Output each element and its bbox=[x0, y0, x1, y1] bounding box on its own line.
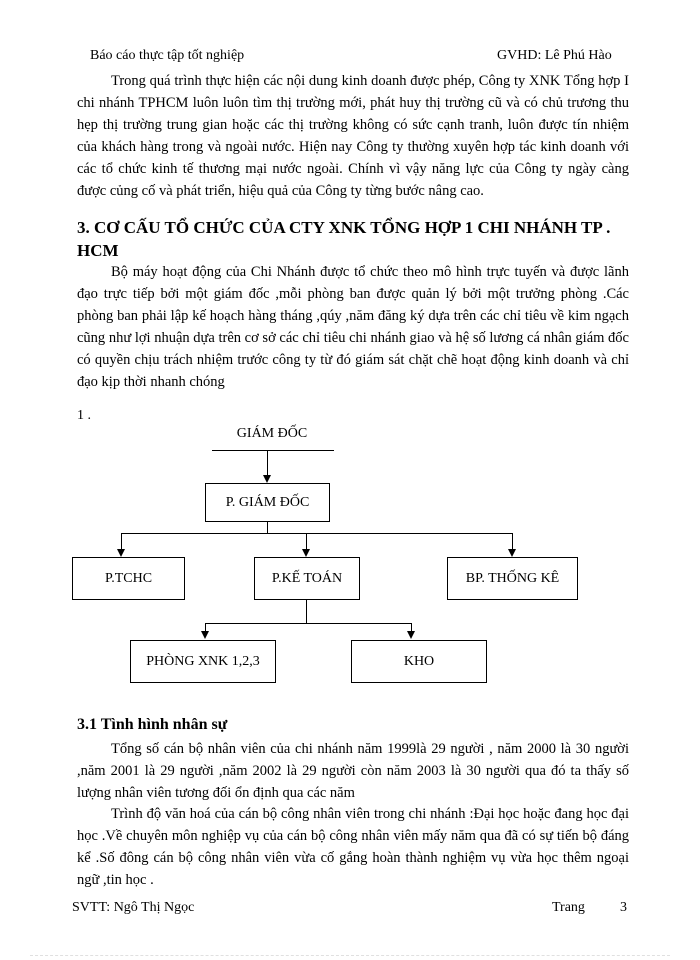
connector bbox=[121, 533, 513, 534]
connector bbox=[512, 533, 513, 550]
page-edge-divider bbox=[30, 955, 670, 956]
arrow-icon bbox=[117, 549, 125, 557]
connector bbox=[267, 522, 268, 533]
footer-page-label: Trang bbox=[552, 900, 585, 915]
warehouse-box: KHO bbox=[351, 640, 487, 683]
section-3-1-heading: 3.1 Tình hình nhân sự bbox=[77, 716, 228, 733]
director-underline bbox=[212, 450, 334, 451]
staff-count-paragraph: Tổng số cán bộ nhân viên của chi nhánh năm 1999là 29 người , năm 2000 là 30 người ,năm 2001 là 29 người ,năm 2002 là 29 người còn năm 2003 là 30 người qua đó ta thấy số lượng nhân viên tương đối ổn định qua các năm bbox=[77, 741, 629, 801]
intro-paragraph: Trong quá trình thực hiện các nội dung kinh doanh được phép, Công ty XNK Tổng hợp I chi nhánh TPHCM luôn luôn tìm thị trường mới, phát huy thị trường cũ và có chủ trương thu hẹp thị trường trung gian hoặc các thị trường không có sức cạnh tranh, luôn được tín nhiệm của khách hàng trong và ngoài nước. Hiện nay Công ty thường xuyên hợp tác kinh doanh với các tổ chức kinh tế thương mại nước ngoài. Chính vì vậy năng lực của Công ty ngày càng được củng cố và phát triển, hiệu quả của Công ty từng bước nâng cao. bbox=[77, 73, 629, 199]
footer-page-number: 3 bbox=[620, 900, 627, 915]
arrow-icon bbox=[508, 549, 516, 557]
org-paragraph: Bộ máy hoạt động của Chi Nhánh được tổ chức theo mô hình trực tuyến và được lãnh đạo trực tiếp bởi một giám đốc ,mỗi phòng ban được quản lý bởi một trưởng phòng .Các phòng ban phải lập kế hoạch hàng tháng ,qúy ,năm đăng ký dựa trên các chỉ tiêu về kim ngạch cũng như lợi nhuận dựa trên cơ sở các chỉ tiêu chi nhánh giao và hệ số lương cá nhân giám đốc có quyền chịu trách nhiệm trước công ty từ đó giám sát chặt chẽ hoạt động kinh doanh và chỉ đạo kịp thời nhanh chóng bbox=[77, 264, 629, 390]
connector bbox=[205, 623, 412, 624]
xnk-department-box: PHÒNG XNK 1,2,3 bbox=[130, 640, 276, 683]
statistics-box: BP. THỐNG KÊ bbox=[447, 557, 578, 600]
diagram-label: 1 . bbox=[77, 408, 91, 423]
tchc-box: P.TCHC bbox=[72, 557, 185, 600]
staff-education-paragraph: Trình độ văn hoá của cán bộ công nhân viên trong chi nhánh :Đại học hoặc đang học đại học .Về chuyên môn nghiệp vụ của cán bộ công nhân viên mấy năm qua đã có sự tiến bộ đáng kể .Số đông cán bộ công nhân viên vừa cố gắng hoàn thành nghiệm vụ vừa học thêm ngoại ngữ ,tin học . bbox=[77, 806, 629, 888]
deputy-director-box: P. GIÁM ĐỐC bbox=[205, 483, 330, 522]
arrow-icon bbox=[201, 631, 209, 639]
director-label: GIÁM ĐỐC bbox=[236, 426, 308, 441]
accounting-box: P.KẾ TOÁN bbox=[254, 557, 360, 600]
header-left: Báo cáo thực tập tốt nghiệp bbox=[90, 48, 245, 63]
connector bbox=[267, 450, 268, 476]
arrow-icon bbox=[407, 631, 415, 639]
connector bbox=[121, 533, 122, 550]
connector bbox=[306, 600, 307, 623]
arrow-icon bbox=[263, 475, 271, 483]
connector bbox=[306, 533, 307, 550]
footer-author: SVTT: Ngô Thị Ngọc bbox=[72, 900, 195, 915]
section-3-heading: 3. CƠ CẤU TỔ CHỨC CỦA CTY XNK TỔNG HỢP 1 CHI NHÁNH TP . HCM bbox=[77, 218, 611, 260]
arrow-icon bbox=[302, 549, 310, 557]
header-right: GVHD: Lê Phú Hào bbox=[497, 48, 612, 63]
